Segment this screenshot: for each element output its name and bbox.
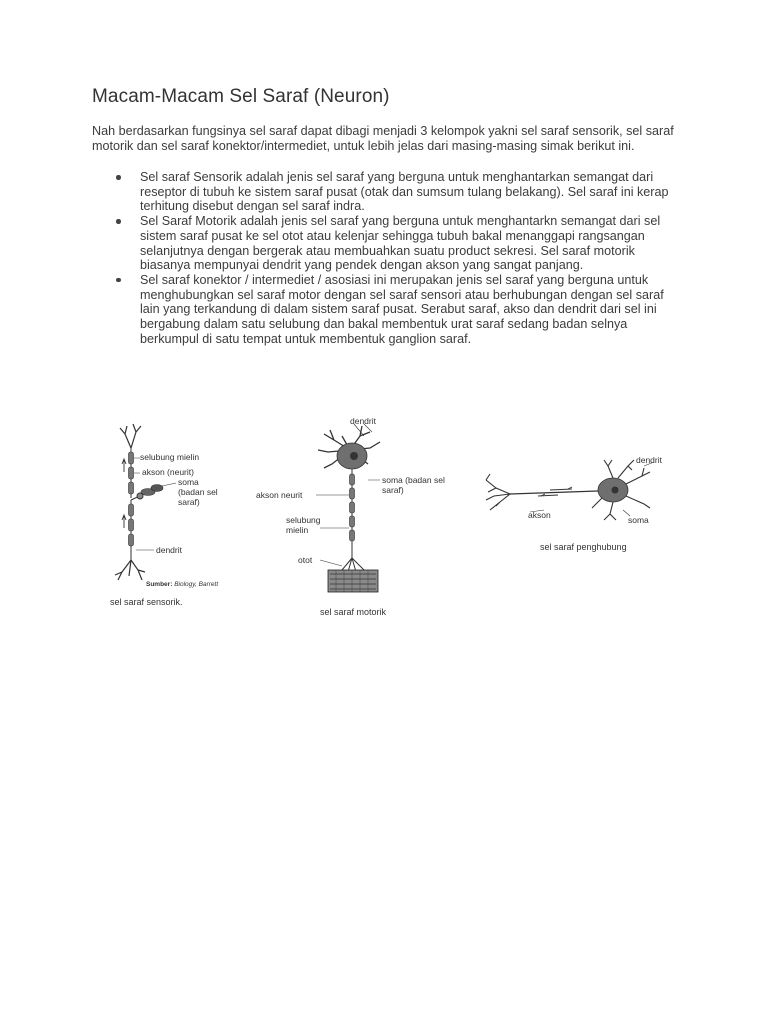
interneuron-diagram [486,460,654,520]
motor-label-akson: akson neurit [256,490,303,500]
figure-source-prefix: Sumber: [146,581,173,588]
document-page [92,86,682,346]
motor-label-selubung: selubung [286,515,321,525]
motor-label-otot: otot [298,555,313,565]
intro-paragraph: Nah berdasarkan fungsinya sel saraf dapat dibagi menjadi 3 kelompok yakni sel saraf sensorik, sel saraf motorik dan sel saraf konektor/intermediet, untuk lebih jelas dari masing-masing simak berikut ini. [92,124,674,153]
figure-source [146,581,219,588]
sensory-label-akson: akson (neurit) [142,467,194,477]
bullet-list [92,170,682,346]
sensory-caption: sel saraf sensorik. [110,597,183,607]
interneuron-label-akson: akson [528,510,551,520]
figure-source-ref: Biology, Barrett [174,581,219,588]
motor-label-selubung-2: mielin [286,525,309,535]
list-item-text: Sel saraf konektor / intermediet / asosiasi ini merupakan jenis sel saraf yang berguna untuk menghubungkan sel saraf motor dengan sel saraf sensori atau berhubungan dengan sel saraf lain yang terkandung di dalam sistem saraf pusat. Serabut saraf, akso dan dendrit dari sel ini bergabung dalam satu selubung dan bakal membentuk urat saraf sedang badan selnya berkumpul di satu tempat untuk membentuk ganglion saraf. [140,272,664,346]
neuron-diagrams [98,410,678,625]
interneuron-label-soma: soma [628,515,649,525]
list-item [92,170,682,214]
motor-label-dendrit: dendrit [350,416,376,426]
interneuron-caption: sel saraf penghubung [540,542,627,552]
sensory-label-soma-2: (badan sel [178,487,218,497]
interneuron-label-dendrit: dendrit [636,455,662,465]
bullet-dot [116,278,121,283]
sensory-label-dendrit: dendrit [156,545,182,555]
list-item-text: Sel Saraf Motorik adalah jenis sel saraf yang berguna untuk menghantarkn semangat dari sel sistem saraf pusat ke sel otot atau kelenjar sehingga tubuh bakal menanggapi rangsangan selanjutnya dengan bergerak atau membuahkan suatu product sekresi. Sel saraf motorik biasanya mempunyai dendrit yang pendek dengan akson yang sangat panjang. [140,214,661,273]
sensory-label-soma: soma [178,477,199,487]
sensory-label-soma-3: saraf) [178,497,200,507]
page-title: Macam-Macam Sel Saraf (Neuron) [92,86,390,107]
motor-neuron-diagram [316,424,380,592]
list-item [92,214,682,273]
sensory-neuron-diagram [115,424,176,580]
bullet-dot [116,175,121,180]
motor-label-soma: soma (badan sel [382,475,445,485]
sensory-label-selubung: selubung mielin [140,452,200,462]
bullet-dot [116,219,121,224]
motor-caption: sel saraf motorik [320,607,387,617]
motor-label-soma-2: saraf) [382,485,404,495]
list-item [92,273,682,347]
list-item-text: Sel saraf Sensorik adalah jenis sel saraf yang berguna untuk menghantarkan semangat dari reseptor di tubuh ke sistem saraf pusat (otak dan sumsum tulang belakang). Sel saraf ini kerap terhitung disebut dengan sel saraf indra. [140,170,669,214]
neuron-figure [98,410,678,625]
